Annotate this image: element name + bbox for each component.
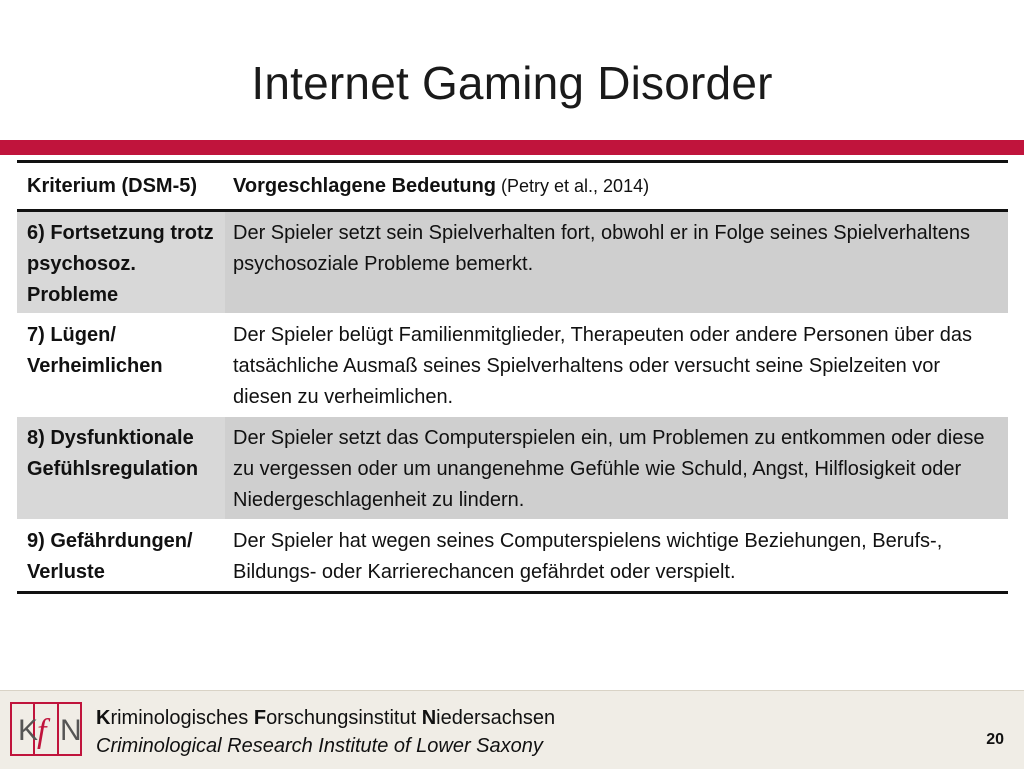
row-meaning: Der Spieler setzt sein Spielverhalten fort, obwohl er in Folge seines Spielverhaltens psychosoziale Probleme bemerkt. [225,212,1008,313]
row-criterion: 6) Fortsetzung trotz psychosoz. Probleme [17,212,225,313]
institute-de-initial-f: F [253,707,267,729]
svg-text:N: N [60,714,82,747]
kfn-logo [10,702,82,756]
row-meaning: Der Spieler hat wegen seines Computerspielens wichtige Beziehungen, Berufs-, Bildungs- oder Karrierechancen gefährdet oder verspielt. [233,530,943,583]
row-meaning: Der Spieler belügt Familienmitglieder, Therapeuten oder andere Personen über das tatsächliche Ausmaß seines Spielverhaltens oder versucht seine Spielzeiten vor diesen zu verheimlichen. [233,324,972,408]
header-meaning-source: (Petry et al., 2014) [496,175,650,196]
table-row [17,314,1008,417]
row-criterion: 7) Lügen/ Verheimlichen [27,324,163,377]
criteria-table [17,160,1008,594]
row-criterion: 9) Gefährdungen/ Verluste [27,530,193,583]
row-criterion: 8) Dysfunktionale Gefühlsregulation [17,417,225,519]
institute-de-part: orschungsinstitut [266,707,422,729]
svg-text:f: f [37,713,47,750]
svg-text:K: K [18,714,39,747]
institute-de-part: iedersachsen [436,707,556,729]
footer [0,690,1024,769]
institute-de-initial-n: N [421,707,437,729]
header-meaning [225,171,1008,202]
institute-name-en: Criminological Research Institute of Lower Saxony [96,735,543,757]
slide-title: Internet Gaming Disorder [251,57,773,109]
accent-bar [0,140,1024,155]
row-meaning: Der Spieler setzt das Computerspielen ein, um Problemen zu entkommen oder diese zu vergessen oder um unangenehme Gefühle wie Schuld, Angst, Hilflosigkeit oder Niedergeschlagenheit zu lindern. [225,417,1008,519]
table-bottom-rule [17,591,1008,594]
institute-de-initial-k: K [96,707,111,729]
header-meaning-label: Vorgeschlagene Bedeutung [233,174,497,197]
institute-de-part: riminologisches [110,707,254,729]
institute-name-de [96,707,555,730]
table-row [17,417,1008,520]
table-row [17,212,1008,314]
table-row [17,520,1008,591]
header-criterion: Kriterium (DSM-5) [27,174,198,197]
page-number: 20 [986,731,1004,748]
table-header-row [17,163,1008,209]
